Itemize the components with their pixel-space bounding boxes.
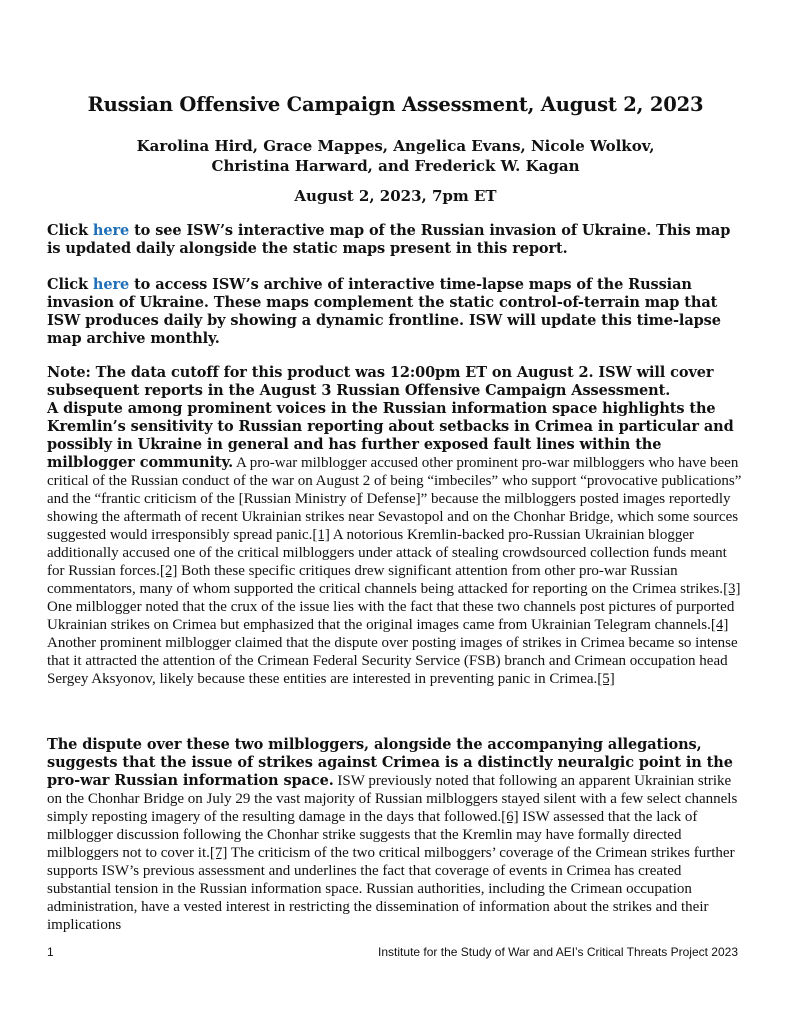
footnote-ref-1[interactable]: [1]	[312, 527, 330, 543]
intro2-suffix: to access ISW’s archive of interactive time-lapse maps of the Russian invasion of Ukraine. These maps complement the static control-of-terrain map that ISW produces daily by showing a dynamic frontline. ISW will update this time-lapse map archive monthly.	[47, 276, 721, 347]
body-paragraph-2	[47, 736, 747, 934]
body-paragraph-1	[47, 400, 747, 688]
footnote-ref-3[interactable]: [3]	[723, 581, 741, 597]
page-title: Russian Offensive Campaign Assessment, August 2, 2023	[87, 93, 704, 116]
paragraph-2-text-b: ISW assessed that the lack of milblogger discussion following the Chonhar strike suggests that the Kremlin may have formally directed milbloggers not to cover it.	[47, 809, 698, 861]
author-list	[0, 136, 791, 176]
footer-organization: Institute for the Study of War and AEI’s Critical Threats Project 2023	[378, 945, 738, 959]
authors-line-2: Christina Harward, and Frederick W. Kagan	[211, 157, 580, 175]
paragraph-1-text-a: A pro-war milblogger accused other prominent pro-war milbloggers who have been critical of the Russian conduct of the war on August 2 of being “imbeciles” who support “provocative publications” and the “frantic criticism of the [Russian Ministry of Defense]” because the milbloggers posted images reportedly showing the aftermath of recent Ukrainian strikes near Sevastopol and on the Chonhar Bridge, which some sources suggested would irresponsibly spread panic.	[47, 455, 742, 543]
page-number: 1	[47, 945, 54, 959]
paragraph-1-lead: A dispute among prominent voices in the Russian information space highlights the Kremlin’s sensitivity to Russian reporting about setbacks in Crimea in particular and possibly in Ukraine in general and has further exposed fault lines within the milblogger community.	[47, 400, 734, 471]
main-body	[47, 364, 747, 688]
footnote-ref-6[interactable]: [6]	[501, 809, 519, 825]
authors-line-1: Karolina Hird, Grace Mappes, Angelica Evans, Nicole Wolkov,	[136, 137, 655, 155]
paragraph-2-lead: The dispute over these two milbloggers, alongside the accompanying allegations, suggests that the issue of strikes against Crimea is a distinctly neuralgic point in the pro-war Russian information space.	[47, 736, 733, 789]
paragraph-1-text-c: Both these specific critiques drew significant attention from other pro-war Russian commentators, many of whom supported the critical channels being attacked for reporting on the Crimea strikes.	[47, 563, 724, 597]
data-cutoff-note: Note: The data cutoff for this product was 12:00pm ET on August 2. ISW will cover subsequent reports in the August 3 Russian Offensive Campaign Assessment.	[47, 364, 714, 399]
paragraph-2-text-a: ISW previously noted that following an apparent Ukrainian strike on the Chonhar Bridge on July 29 the vast majority of Russian milbloggers stayed silent with a few select channels simply reposting imagery of the resulting damage in the days that followed.	[47, 773, 738, 825]
paragraph-1-text-e: Another prominent milblogger claimed that the dispute over posting images of strikes in Crimea became so intense that it attracted the attention of the Crimean Federal Security Service (FSB) branch and Crimean occupation head Sergey Aksyonov, likely because these entities are interested in preventing panic in Crimea.	[47, 635, 738, 687]
footnote-ref-5[interactable]: [5]	[597, 671, 615, 687]
time-lapse-archive-link[interactable]: here	[92, 276, 130, 293]
report-date: August 2, 2023, 7pm ET	[294, 187, 497, 205]
intro-archive-paragraph	[47, 276, 747, 348]
paragraph-1-text-b: A notorious Kremlin-backed pro-Russian Ukrainian blogger additionally accused one of the critical milbloggers under attack of stealing crowdsourced collection funds meant for Russian forces.	[47, 527, 727, 579]
footnote-ref-2[interactable]: [2]	[159, 563, 178, 579]
intro1-prefix: Click	[47, 222, 93, 239]
paragraph-1-text-d: One milblogger noted that the crux of the issue lies with the fact that these two channels post pictures of purported Ukrainian strikes on Crimea but emphasized that the original images came from Ukrainian Telegram channels.	[47, 599, 735, 633]
intro2-prefix: Click	[47, 276, 93, 293]
paragraph-2-text-c: The criticism of the two critical milboggers’ coverage of the Crimean strikes further supports ISW’s previous assessment and underlines the fact that coverage of events in Crimea has created substantial tension in the Russian information space. Russian authorities, including the Crimean occupation administration, have a vested interest in restricting the dissemination of information about the strikes and their implications	[47, 845, 735, 933]
intro1-suffix: to see ISW’s interactive map of the Russian invasion of Ukraine. This map is updated daily alongside the static maps present in this report.	[47, 222, 731, 257]
footnote-ref-7[interactable]: [7]	[209, 845, 228, 861]
intro-map-paragraph	[47, 222, 747, 258]
interactive-map-link[interactable]: here	[92, 222, 130, 239]
footnote-ref-4[interactable]: [4]	[710, 617, 729, 633]
